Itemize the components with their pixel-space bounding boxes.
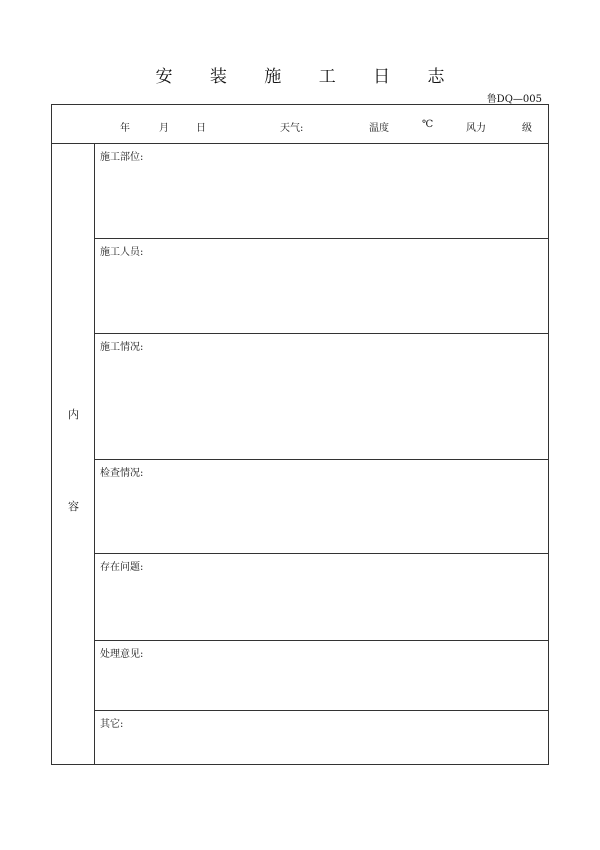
construction-status-field[interactable] <box>100 352 543 455</box>
section-construction-status <box>95 334 548 460</box>
problems-field[interactable] <box>100 572 543 636</box>
section-problems <box>95 554 548 641</box>
month-field[interactable]: 月 <box>159 123 169 134</box>
section-label: 施工情况: <box>100 342 144 353</box>
form-code: 鲁DQ—005 <box>486 94 542 105</box>
handling-opinion-field[interactable] <box>100 659 543 706</box>
personnel-field[interactable] <box>100 257 543 329</box>
date-weather-row <box>52 105 548 144</box>
section-inspection <box>95 460 548 554</box>
other-field[interactable] <box>100 729 543 760</box>
section-label: 其它: <box>100 719 124 730</box>
construction-location-field[interactable] <box>100 162 543 234</box>
section-handling-opinion <box>95 641 548 711</box>
page-title: 安 装 施 工 日 志 <box>155 67 461 87</box>
wind-level-unit: 级 <box>522 123 532 134</box>
content-side-label <box>52 144 95 764</box>
side-label-char: 内 <box>68 408 79 421</box>
side-label-char: 容 <box>68 500 79 513</box>
section-other <box>95 711 548 764</box>
weather-field[interactable]: 天气: <box>280 123 304 134</box>
section-construction-location <box>95 144 548 239</box>
section-label: 施工人员: <box>100 247 144 258</box>
degree-unit: ℃ <box>422 119 434 130</box>
section-label: 存在问题: <box>100 562 144 573</box>
section-personnel <box>95 239 548 334</box>
day-field[interactable]: 日 <box>196 123 206 134</box>
temperature-field[interactable]: 温度 <box>369 123 389 134</box>
section-label: 施工部位: <box>100 152 144 163</box>
section-label: 检查情况: <box>100 468 144 479</box>
inspection-field[interactable] <box>100 478 543 549</box>
log-form-table <box>51 104 549 765</box>
section-label: 处理意见: <box>100 649 144 660</box>
wind-field[interactable]: 风力 <box>466 123 486 134</box>
year-field[interactable]: 年 <box>120 123 130 134</box>
